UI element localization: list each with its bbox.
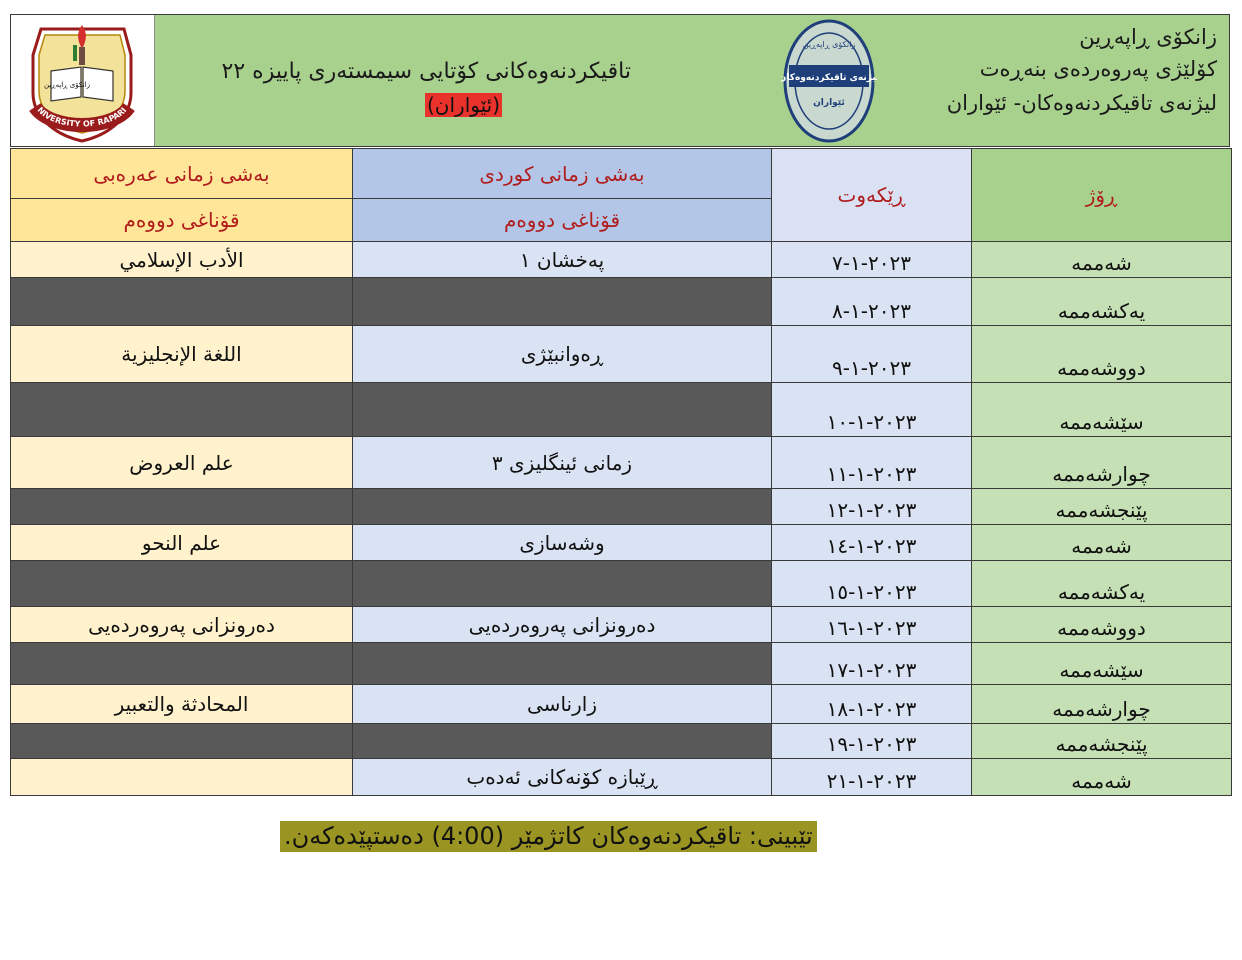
kurdish-subject-cell: دەرونزانی پەروەردەیی: [353, 607, 772, 643]
date-cell: ٢٠٢٣-١-١٢: [772, 489, 972, 525]
kurdish-subject-cell: پەخشان ١: [353, 242, 772, 278]
arabic-subject-cell: المحادثة والتعبير: [11, 685, 353, 724]
page-subtitle: (ئێواران): [427, 93, 500, 117]
kurdish-subject-cell: زارناسی: [353, 685, 772, 724]
date-cell: ٢٠٢٣-١-١٠: [772, 383, 972, 437]
day-cell: پێنجشەممە: [972, 489, 1232, 525]
logo-cell: [11, 15, 155, 146]
kurdish-subject-cell: زمانی ئینگلیزی ٣: [353, 437, 772, 489]
kurdish-subject-cell: ڕەوانبێژی: [353, 326, 772, 383]
schedule-table: [10, 148, 1232, 796]
arabic-stage-header: قۆناغی دووەم: [11, 199, 353, 242]
day-cell: یەكشەممە: [972, 561, 1232, 607]
day-cell: پێنجشەممە: [972, 724, 1232, 759]
date-cell: ٢٠٢٣-١-١٤: [772, 525, 972, 561]
arabic-subject-cell: [11, 643, 353, 685]
date-cell: ٢٠٢٣-١-٨: [772, 278, 972, 326]
arabic-dept-header: بەشی زمانی عەرەبی: [11, 149, 353, 199]
arabic-subject-cell: الأدب الإسلامي: [11, 242, 353, 278]
exam-schedule-sheet: [10, 14, 1230, 850]
day-cell: چوارشەممە: [972, 685, 1232, 724]
arabic-subject-cell: دەرونزانی پەروەردەیی: [11, 607, 353, 643]
table-row: [11, 278, 1232, 326]
date-cell: ٢٠٢٣-١-١٦: [772, 607, 972, 643]
arabic-subject-cell: [11, 489, 353, 525]
day-cell: شەممە: [972, 759, 1232, 796]
arabic-subject-cell: [11, 383, 353, 437]
table-row: [11, 643, 1232, 685]
stamp-upper-text: زانكۆی ڕاپەڕین: [802, 40, 856, 49]
day-cell: سێشەممە: [972, 643, 1232, 685]
arabic-subject-cell: [11, 561, 353, 607]
date-header: ڕێكەوت: [772, 149, 972, 242]
schedule-header: [10, 14, 1230, 147]
day-cell: دووشەممە: [972, 326, 1232, 383]
kurdish-subject-cell: ڕێبازە كۆنەكانی ئەدەب: [353, 759, 772, 796]
day-cell: چوارشەممە: [972, 437, 1232, 489]
committee-stamp: [781, 17, 877, 149]
date-cell: ٢٠٢٣-١-١٩: [772, 724, 972, 759]
kurdish-subject-cell: [353, 561, 772, 607]
arabic-subject-cell: [11, 759, 353, 796]
table-row: [11, 685, 1232, 724]
table-row: [11, 561, 1232, 607]
kurdish-subject-cell: [353, 643, 772, 685]
date-cell: ٢٠٢٣-١-٧: [772, 242, 972, 278]
arabic-subject-cell: اللغة الإنجليزية: [11, 326, 353, 383]
kurdish-subject-cell: [353, 278, 772, 326]
kurdish-subject-cell: [353, 383, 772, 437]
stamp-icon: [781, 17, 877, 145]
table-row: [11, 437, 1232, 489]
table-row: [11, 724, 1232, 759]
arabic-subject-cell: [11, 724, 353, 759]
college-name: كۆلێژی پەروەردەی بنەڕەت: [979, 57, 1217, 81]
date-cell: ٢٠٢٣-١-١٧: [772, 643, 972, 685]
date-cell: ٢٠٢٣-١-٢١: [772, 759, 972, 796]
arabic-subject-cell: علم النحو: [11, 525, 353, 561]
kurdish-stage-header: قۆناغی دووەم: [353, 199, 772, 242]
table-row: [11, 326, 1232, 383]
kurdish-subject-cell: [353, 724, 772, 759]
day-header: ڕۆژ: [972, 149, 1232, 242]
table-row: [11, 489, 1232, 525]
table-row: [11, 242, 1232, 278]
stamp-center-text: لیژنەی تاقیكردنەوەكان: [781, 73, 877, 83]
stamp-lower-text: ئێواران: [813, 98, 845, 108]
page-title: تاقیكردنەوەكانی كۆتایی سیمستەری پاییزە ٢٢: [221, 59, 631, 84]
header-row: [11, 149, 1232, 199]
university-logo-icon: [11, 15, 154, 146]
committee-name: لیژنەی تاقیكردنەوەكان- ئێواران: [946, 91, 1217, 115]
table-row: [11, 383, 1232, 437]
day-cell: دووشەممە: [972, 607, 1232, 643]
date-cell: ٢٠٢٣-١-٩: [772, 326, 972, 383]
kurdish-subject-cell: وشەسازی: [353, 525, 772, 561]
date-cell: ٢٠٢٣-١-١٨: [772, 685, 972, 724]
day-cell: یەكشەممە: [972, 278, 1232, 326]
university-name: زانكۆی ڕاپەڕین: [1079, 25, 1217, 49]
table-row: [11, 759, 1232, 796]
date-cell: ٢٠٢٣-١-١٥: [772, 561, 972, 607]
day-cell: سێشەممە: [972, 383, 1232, 437]
note-banner: تێبینی: تاقیكردنەوەكان كاتژمێر (4:00) دەستپێدەكەن.: [280, 821, 817, 852]
table-row: [11, 525, 1232, 561]
arabic-subject-cell: علم العروض: [11, 437, 353, 489]
date-cell: ٢٠٢٣-١-١١: [772, 437, 972, 489]
logo-english-text: NIVERSITY OF RAPARI: [35, 105, 129, 129]
kurdish-dept-header: بەشی زمانی كوردی: [353, 149, 772, 199]
kurdish-subject-cell: [353, 489, 772, 525]
arabic-subject-cell: [11, 278, 353, 326]
table-row: [11, 607, 1232, 643]
logo-kurdish-text: زانكۆی ڕاپەڕین: [44, 81, 90, 89]
day-cell: شەممە: [972, 242, 1232, 278]
day-cell: شەممە: [972, 525, 1232, 561]
